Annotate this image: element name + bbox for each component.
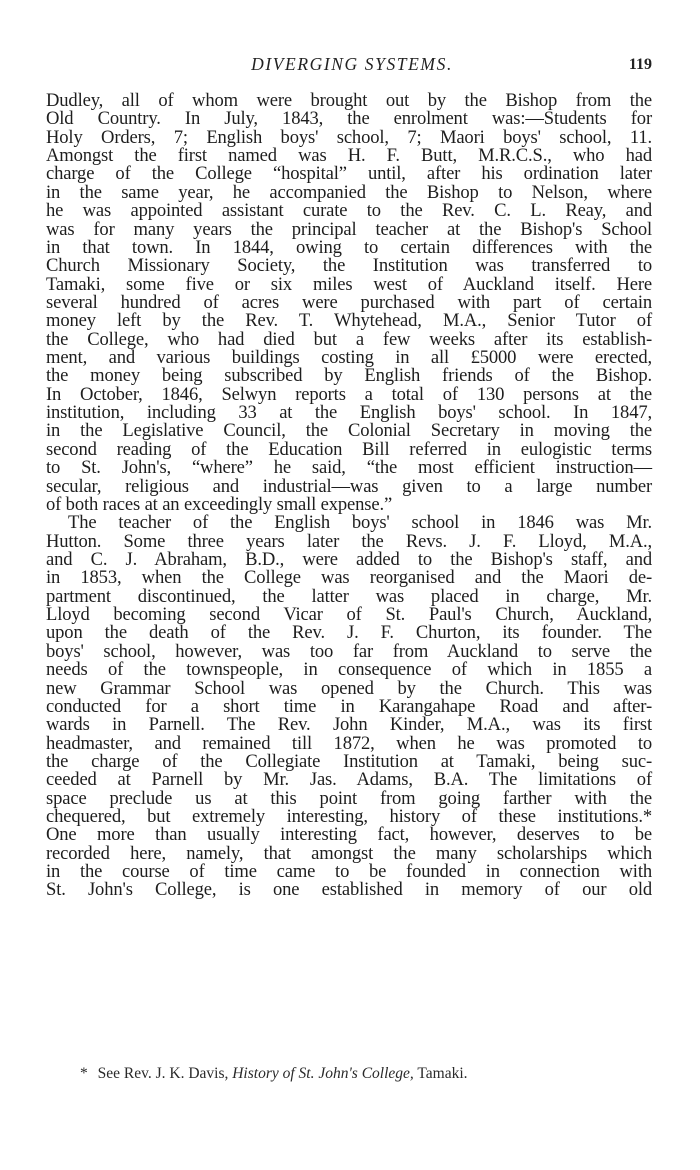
text-line: charge of the College “hospital” until, after his ordination later (46, 163, 652, 185)
text-line: Old Country. In July, 1843, the enrolment was:—Students for (46, 108, 652, 130)
text-line: upon the death of the Rev. J. F. Churton, its founder. The (46, 622, 652, 644)
text-line: The teacher of the English boys' school in 1846 was Mr. (68, 512, 652, 534)
text-line: Hutton. Some three years later the Revs. J. F. Lloyd, M.A., (46, 530, 652, 552)
text-line: St. John's College, is one established in memory of our old (46, 879, 652, 901)
text-line: in the Legislative Council, the Colonial Secretary in moving the (46, 420, 652, 442)
text-line: chequered, but extremely interesting, history of these institutions.* (46, 806, 652, 828)
text-line: space preclude us at this point from going farther with the (46, 787, 652, 809)
text-line: secular, religious and industrial—was given to a large number (46, 475, 652, 497)
text-line: the money being subscribed by English friends of the Bishop. (46, 365, 652, 387)
text-line: boys' school, however, was too far from Auckland to serve the (46, 640, 652, 662)
text-line: in the course of time came to be founded in connection with (46, 861, 652, 883)
text-line: Amongst the first named was H. F. Butt, M.R.C.S., who had (46, 145, 652, 167)
text-line: and C. J. Abraham, B.D., were added to the Bishop's staff, and (46, 548, 652, 570)
text-line: Dudley, all of whom were brought out by the Bishop from the (46, 90, 652, 111)
text-line: partment discontinued, the latter was placed in charge, Mr. (46, 585, 652, 607)
text-line: in 1853, when the College was reorganised and the Maori de- (46, 567, 652, 589)
text-line: Church Missionary Society, the Institution was transferred to (46, 255, 652, 277)
footnote-prefix: See Rev. J. K. Davis, (97, 1065, 229, 1082)
text-line: he was appointed assistant curate to the Rev. C. L. Reay, and (46, 200, 652, 222)
text-line: money left by the Rev. T. Whytehead, M.A., Senior Tutor of (46, 310, 652, 332)
text-line: the charge of the Collegiate Institution at Tamaki, being suc- (46, 750, 652, 772)
running-header (46, 50, 658, 80)
text-line: in the same year, he accompanied the Bishop to Nelson, where (46, 181, 652, 203)
footnote-marker: * (80, 1065, 88, 1082)
page-number: 119 (628, 56, 652, 73)
text-line: headmaster, and remained till 1872, when he was promoted to (46, 732, 652, 754)
text-line: new Grammar School was opened by the Church. This was (46, 677, 652, 699)
body-text (46, 92, 652, 900)
text-line: of both races at an exceedingly small expense.” (46, 493, 393, 515)
text-line: Tamaki, some five or six miles west of Auckland itself. Here (46, 273, 652, 295)
text-line: wards in Parnell. The Rev. John Kinder, M.A., was its first (46, 714, 652, 736)
footnote-suffix: Tamaki. (417, 1065, 468, 1082)
text-line: ment, and various buildings costing in all £5000 were erected, (46, 347, 652, 369)
text-line: In October, 1846, Selwyn reports a total of 130 persons at the (46, 383, 652, 405)
running-title: DIVERGING SYSTEMS. (251, 54, 453, 74)
text-line: conducted for a short time in Karangahape Road and after- (46, 695, 652, 717)
footnote (80, 1064, 640, 1084)
footnote-book-title: History of St. John's College, (232, 1065, 414, 1082)
text-line: needs of the townspeople, in consequence of which in 1855 a (46, 659, 652, 681)
text-line: One more than usually interesting fact, however, deserves to be (46, 824, 652, 846)
text-line: Lloyd becoming second Vicar of St. Paul's Church, Auckland, (46, 604, 652, 626)
text-line: Holy Orders, 7; English boys' school, 7; Maori boys' school, 11. (46, 126, 652, 148)
text-line: in that town. In 1844, owing to certain differences with the (46, 236, 652, 258)
text-line: institution, including 33 at the English boys' school. In 1847, (46, 402, 652, 424)
text-line: ceeded at Parnell by Mr. Jas. Adams, B.A. The limitations of (46, 769, 652, 791)
text-line: the College, who had died but a few weeks after its establish- (46, 328, 652, 350)
text-line: to St. John's, “where” he said, “the most efficient instruction— (46, 457, 652, 479)
text-line: recorded here, namely, that amongst the many scholarships which (46, 842, 652, 864)
text-line: several hundred of acres were purchased with part of certain (46, 291, 652, 313)
text-line: was for many years the principal teacher at the Bishop's School (46, 218, 652, 240)
text-line: second reading of the Education Bill referred in eulogistic terms (46, 438, 652, 460)
